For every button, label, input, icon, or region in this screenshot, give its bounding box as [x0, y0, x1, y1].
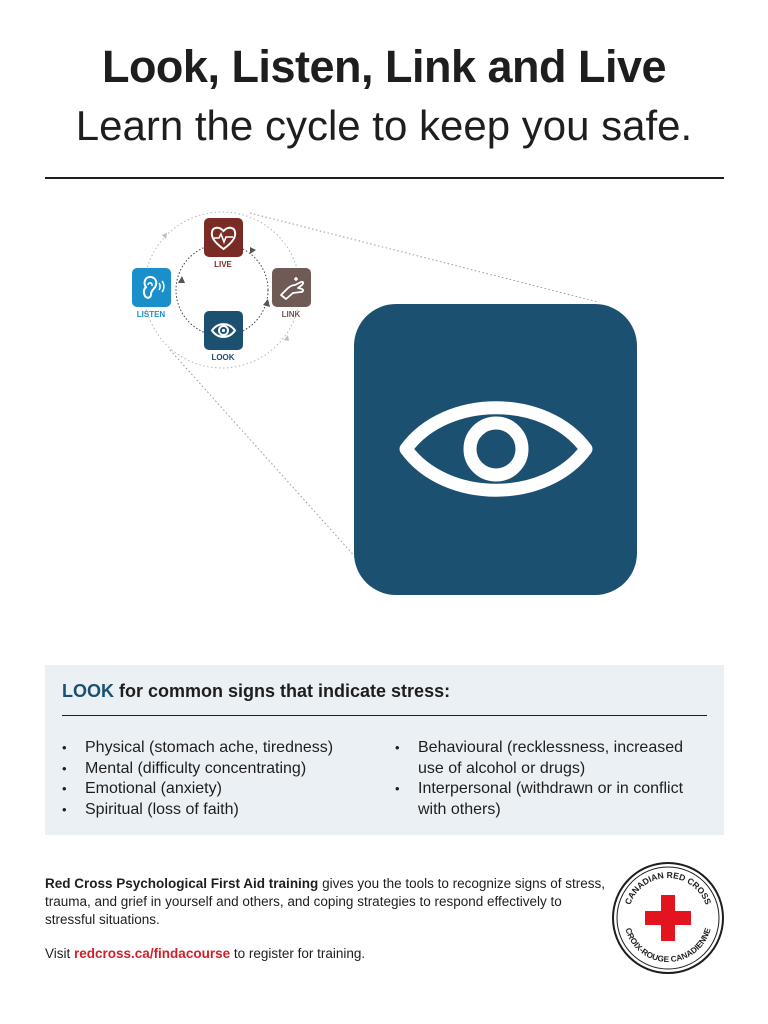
findacourse-link[interactable]: redcross.ca/findacourse — [74, 946, 231, 961]
link-label: LINK — [281, 310, 301, 319]
cycle-arrow-listen — [178, 276, 185, 283]
visit-suffix: to register for training. — [230, 946, 366, 961]
logo-top-text: CANADIAN RED CROSS — [622, 869, 714, 906]
zoom-guide-bottom — [170, 350, 358, 560]
training-name: Red Cross Psychological First Aid training — [45, 876, 319, 891]
signs-heading-text: for common signs that indicate stress: — [119, 681, 451, 701]
title-divider — [45, 177, 724, 179]
page-title: Look, Listen, Link and Live — [101, 41, 667, 92]
signs-divider — [62, 715, 707, 716]
live-cycle-icon — [204, 218, 243, 257]
page-subtitle: Learn the cycle to keep you safe. — [75, 102, 693, 149]
listen-label: LISTEN — [136, 310, 166, 319]
list-item: • Behavioural (recklessness, increased use of alcohol or drugs) — [395, 738, 695, 779]
training-description — [45, 875, 605, 929]
list-item: • Mental (difficulty concentrating) — [62, 759, 382, 780]
list-item: • Interpersonal (withdrawn or in conflict with others) — [395, 779, 695, 820]
stress-signs-panel — [45, 665, 724, 835]
look-label: LOOK — [211, 353, 235, 362]
logo-bottom-text: CROIX-ROUGE CANADIENNE — [623, 926, 713, 965]
signs-heading-accent: LOOK — [62, 681, 114, 701]
eye-icon — [354, 304, 637, 595]
cycle-arrow-live — [250, 247, 256, 254]
look-cycle-icon — [204, 311, 243, 350]
list-item: • Physical (stomach ache, tiredness) — [62, 738, 382, 759]
listen-cycle-icon — [132, 268, 171, 307]
visit-prefix: Visit — [45, 946, 75, 961]
canadian-red-cross-logo — [610, 860, 726, 976]
training-body: gives you the tools to recognize signs of stress, trauma, and grief in yourself and others, and coping strategies to respond effectively to stressful situations. — [45, 876, 605, 927]
look-feature-tile — [354, 304, 637, 595]
link-cycle-icon — [272, 268, 311, 307]
signs-list-left — [62, 738, 382, 820]
signs-list-right — [395, 738, 695, 820]
list-item: • Spiritual (loss of faith) — [62, 800, 382, 821]
cycle-arrow-link — [263, 299, 270, 307]
list-item: • Emotional (anxiety) — [62, 779, 382, 800]
visit-line — [45, 946, 365, 961]
signs-heading — [62, 681, 450, 702]
live-label: LIVE — [214, 260, 232, 269]
